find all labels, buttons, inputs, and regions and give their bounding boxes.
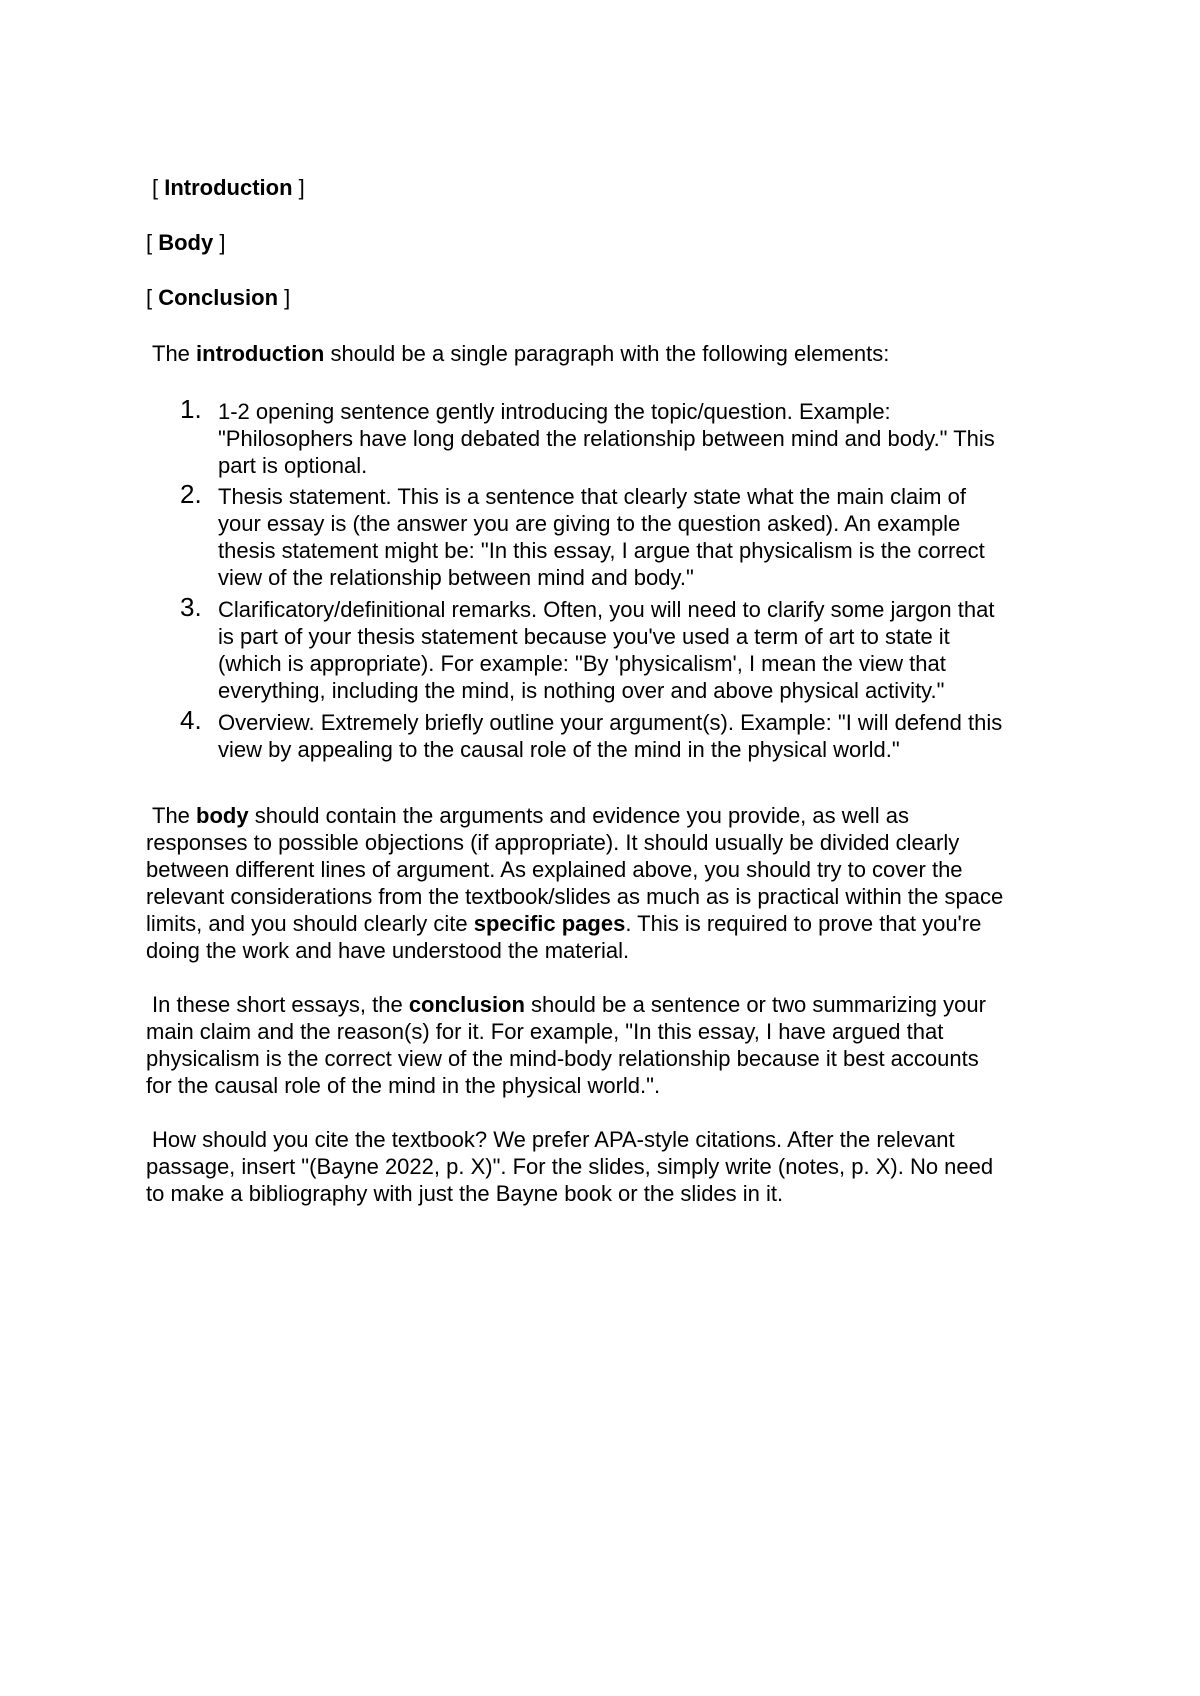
body-line	[146, 802, 1066, 829]
list-item-line: your essay is (the answer you are giving to the question asked). An example	[218, 511, 961, 536]
body-line	[146, 910, 1066, 937]
citation-line: How should you cite the textbook? We prefer APA-style citations. After the relevant	[152, 1127, 955, 1152]
list-item-line: is part of your thesis statement because you've used a term of art to state it	[218, 624, 950, 649]
outline-introduction-label: Introduction	[164, 175, 293, 200]
list-item	[180, 705, 1080, 769]
list-item-line: thesis statement might be: "In this essay, I argue that physicalism is the correct	[218, 538, 985, 563]
citation-line: to make a bibliography with just the Bayne book or the slides in it.	[146, 1181, 784, 1206]
list-number: 3.	[180, 592, 202, 622]
list-item-line: everything, including the mind, is nothing over and above physical activity."	[218, 678, 945, 703]
conclusion-line: main claim and the reason(s) for it. For example, "In this essay, I have argued that	[146, 1019, 944, 1044]
citation-line: passage, insert "(Bayne 2022, p. X)". For the slides, simply write (notes, p. X). No need	[146, 1154, 994, 1179]
list-item	[180, 592, 1080, 709]
conclusion-text-post: should be a sentence or two summarizing your	[524, 992, 986, 1017]
list-item	[180, 479, 1080, 596]
intro-paragraph	[152, 340, 889, 367]
body-text-post: should contain the arguments and evidence you provide, as well as	[248, 803, 910, 828]
body-keyword: body	[196, 803, 249, 828]
list-item-line: 1-2 opening sentence gently introducing the topic/question. Example:	[218, 399, 891, 424]
body-line: responses to possible objections (if appropriate). It should usually be divided clearly	[146, 830, 960, 855]
conclusion-keyword: conclusion	[408, 992, 525, 1017]
body-line: doing the work and have understood the material.	[146, 938, 630, 963]
intro-elements-list	[180, 394, 1080, 769]
body-line: between different lines of argument. As explained above, you should try to cover the	[146, 857, 963, 882]
body-text-pre: The	[152, 803, 197, 828]
outline-introduction: [ Introduction ]	[152, 175, 305, 200]
outline-conclusion-label: Conclusion	[158, 285, 279, 310]
list-item-line: view by appealing to the causal role of the mind in the physical world."	[218, 737, 900, 762]
list-item-line: "Philosophers have long debated the relationship between mind and body." This	[218, 426, 995, 451]
conclusion-line	[146, 991, 1066, 1018]
body-line: relevant considerations from the textbook/slides as much as is practical within the space	[146, 884, 1004, 909]
intro-keyword: introduction	[196, 341, 325, 366]
list-item-line: Overview. Extremely briefly outline your argument(s). Example: "I will defend this	[218, 710, 1003, 735]
list-number: 2.	[180, 479, 202, 509]
list-item	[180, 394, 1080, 483]
body-paragraph	[146, 802, 1066, 964]
conclusion-line: for the causal role of the mind in the physical world.".	[146, 1073, 661, 1098]
list-item-line: Thesis statement. This is a sentence that clearly state what the main claim of	[218, 484, 966, 509]
citation-paragraph	[146, 1126, 1066, 1207]
list-item-line: Clarificatory/definitional remarks. Often, you will need to clarify some jargon that	[218, 597, 995, 622]
outline-body-label: Body	[158, 230, 214, 255]
conclusion-text-pre: In these short essays, the	[152, 992, 409, 1017]
list-item-line: part is optional.	[218, 453, 368, 478]
intro-text-post: should be a single paragraph with the following elements:	[324, 341, 890, 366]
body-text-pre: limits, and you should clearly cite	[146, 911, 474, 936]
conclusion-paragraph	[146, 991, 1066, 1099]
outline-conclusion: [ Conclusion ]	[146, 285, 291, 310]
outline-body: [ Body ]	[146, 230, 226, 255]
list-number: 1.	[180, 394, 202, 424]
intro-text-pre: The	[152, 341, 197, 366]
list-item-line: view of the relationship between mind and body."	[218, 565, 694, 590]
list-item-line: (which is appropriate). For example: "By 'physicalism', I mean the view that	[218, 651, 946, 676]
conclusion-line: physicalism is the correct view of the mind-body relationship because it best accounts	[146, 1046, 979, 1071]
body-text-post: . This is required to prove that you're	[625, 911, 982, 936]
specific-pages-keyword: specific pages	[473, 911, 626, 936]
list-number: 4.	[180, 705, 202, 735]
